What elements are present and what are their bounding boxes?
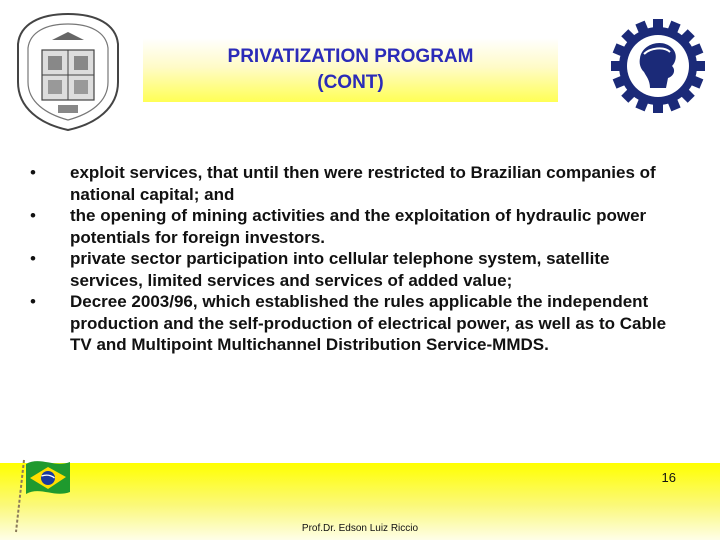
bullet-text: exploit services, that until then were restricted to Brazilian companies of national capital; and	[70, 163, 656, 204]
bullet-marker: •	[30, 292, 36, 311]
bullet-marker: •	[30, 206, 36, 225]
university-seal-icon	[12, 10, 124, 132]
brazil-flag-icon	[6, 452, 76, 534]
bullet-item	[30, 162, 670, 205]
bullet-item	[30, 205, 670, 248]
slide-title-line-2: (CONT)	[317, 72, 384, 93]
bullet-text: private sector participation into cellular telephone system, satellite services, limited services and services of added value;	[70, 249, 610, 290]
bullet-text: Decree 2003/96, which established the rules applicable the independent production and the self-production of electrical power, as well as to Cable TV and Multipoint Multichannel Distribution Service-MMDS.	[70, 292, 667, 354]
helmeted-head-gear-seal-icon	[610, 18, 706, 114]
footer-author: Prof.Dr. Edson Luiz Riccio	[301, 523, 419, 534]
slide-title-line-1: PRIVATIZATION PROGRAM	[227, 46, 474, 67]
bullet-item	[30, 291, 670, 356]
bullet-text: the opening of mining activities and the exploitation of hydraulic power potentials for foreign investors.	[70, 206, 647, 247]
bullet-marker: •	[30, 249, 36, 268]
bullet-marker: •	[30, 163, 36, 182]
bullet-item	[30, 248, 670, 291]
page-number: 16	[661, 470, 676, 485]
bullet-list	[30, 162, 670, 356]
slide-title-band	[143, 38, 558, 102]
